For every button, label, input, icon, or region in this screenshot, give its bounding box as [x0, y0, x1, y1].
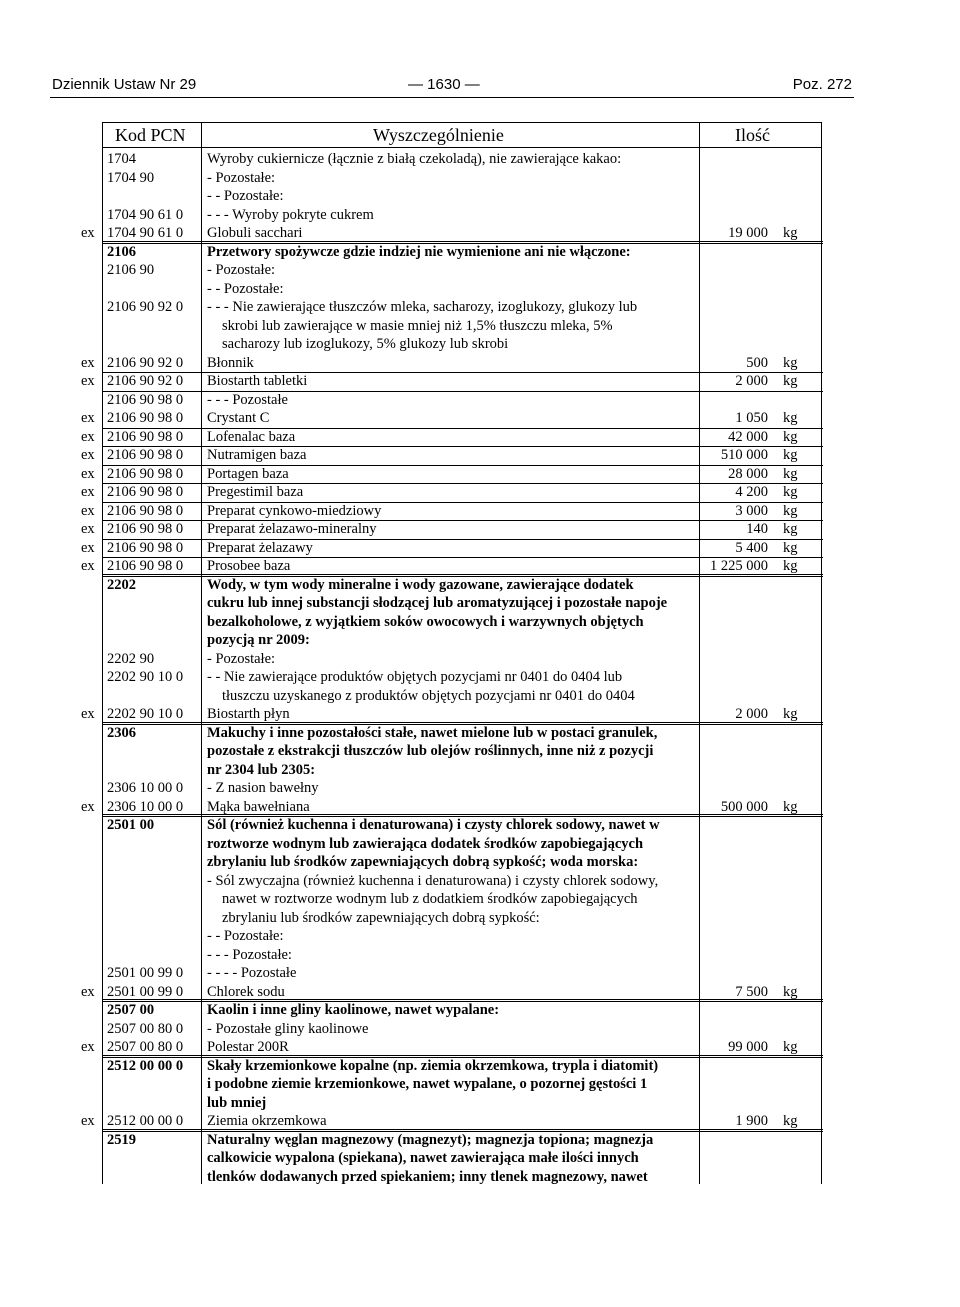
description-line: Przetwory spożywcze gdzie indziej nie wymienione ani nie włączone: — [207, 243, 631, 260]
description-line: Chlorek sodu — [207, 983, 285, 1000]
description — [207, 428, 695, 447]
header-quantity: Ilość — [735, 125, 770, 145]
description-line: - Pozostałe: — [207, 262, 276, 278]
description-line: Biostarth płyn — [207, 706, 290, 722]
description-line: sacharozy lub izoglukozy, 5% glukozy lub skrobi — [222, 336, 509, 352]
description-line: Polestar 200R — [207, 1039, 289, 1055]
table-row — [81, 372, 823, 391]
description-line: - - - Wyroby pokryte cukrem — [207, 206, 374, 223]
pcn-code: 2501 00 — [107, 817, 155, 833]
quantity: 140 — [746, 521, 768, 537]
pcn-code: 2106 90 98 0 — [107, 410, 184, 426]
description-line: - Pozostałe: — [207, 650, 276, 667]
description-line: Wody, w tym wody mineralne i wody gazowane, zawierające dodatek — [207, 576, 634, 593]
pcn-code: 2507 00 — [107, 1002, 155, 1018]
unit: kg — [783, 354, 798, 371]
pcn-code: 2507 00 80 0 — [107, 1039, 184, 1055]
quantity: 1 225 000 — [710, 558, 768, 574]
row-separator — [103, 1129, 823, 1130]
ex-marker: ex — [81, 1039, 95, 1055]
table-row — [103, 206, 823, 225]
description — [207, 1057, 695, 1113]
pcn-code: 2106 90 98 0 — [107, 465, 184, 482]
table-row — [81, 428, 823, 447]
unit: kg — [783, 706, 798, 722]
quantity: 3 000 — [735, 502, 768, 519]
description-line: Ziemia okrzemkowa — [207, 1113, 327, 1129]
row-separator — [103, 999, 823, 1000]
pcn-code: 2306 10 00 0 — [107, 798, 184, 815]
pcn-code: 2512 00 00 0 — [107, 1113, 184, 1129]
pcn-code: 2106 90 98 0 — [107, 558, 184, 574]
pcn-code: 2202 90 10 0 — [107, 669, 184, 685]
unit: kg — [783, 225, 798, 241]
pcn-code: 2106 90 92 0 — [107, 354, 184, 371]
row-separator — [103, 814, 823, 815]
pcn-code: 1704 90 — [107, 169, 155, 186]
row-separator — [103, 574, 823, 575]
description-line: Makuchy i inne pozostałości stałe, nawet mielone lub w postaci granulek, — [207, 724, 658, 741]
unit: kg — [783, 558, 798, 574]
description — [207, 261, 695, 280]
pcn-code: 2106 90 92 0 — [107, 373, 184, 389]
description-line: - - Pozostałe: — [207, 280, 284, 297]
unit: kg — [783, 373, 798, 389]
table-row — [103, 576, 823, 650]
pcn-code: 2106 90 98 0 — [107, 447, 184, 463]
ex-marker: ex — [81, 539, 95, 556]
quantity: 2 000 — [735, 373, 768, 389]
description-line: cukru lub innej substancji słodzącej lub aromatyzującej i pozostałe napoje — [207, 595, 668, 611]
description — [207, 946, 695, 965]
description-line: pozostałe z ekstrakcji tłuszczów lub olejów roślinnych, inne niż z pozycji — [207, 743, 654, 759]
table-row — [103, 280, 823, 299]
description — [207, 1001, 695, 1020]
unit: kg — [783, 502, 798, 519]
pcn-code: 2512 00 00 0 — [107, 1057, 184, 1074]
table-row — [81, 483, 823, 502]
description — [207, 668, 695, 705]
description-line: Skały krzemionkowe kopalne (np. ziemia okrzemkowa, trypla i diatomit) — [207, 1057, 659, 1074]
description — [207, 502, 695, 521]
description-line: skrobi lub zawierające w masie mniej niż 1,5% tłuszczu mleka, 5% — [222, 317, 613, 334]
description — [207, 465, 695, 484]
table-row — [103, 964, 823, 983]
pcn-code: 2106 90 98 0 — [107, 391, 184, 408]
table-row — [81, 502, 823, 521]
description — [207, 539, 695, 558]
description-line: - Pozostałe: — [207, 169, 276, 186]
description — [207, 1020, 695, 1039]
pcn-code: 2106 90 98 0 — [107, 484, 184, 500]
table-row — [103, 1001, 823, 1020]
pcn-code: 2306 10 00 0 — [107, 780, 184, 796]
quantity: 5 400 — [735, 539, 768, 556]
description — [207, 872, 695, 928]
pcn-code: 2507 00 80 0 — [107, 1020, 184, 1037]
description — [207, 206, 695, 225]
description — [207, 816, 695, 872]
pcn-code: 2202 90 10 0 — [107, 706, 184, 722]
quantity: 500 — [746, 354, 768, 371]
table-row — [81, 465, 823, 484]
row-separator — [103, 722, 823, 723]
description — [207, 187, 695, 206]
table-row — [103, 927, 823, 946]
pcn-code: 2106 90 — [107, 262, 155, 278]
ex-marker: ex — [81, 465, 95, 482]
quantity: 2 000 — [735, 706, 768, 722]
description-line: Preparat cynkowo-miedziowy — [207, 502, 382, 519]
description — [207, 964, 695, 983]
description-line: Sól (również kuchenna i denaturowana) i czysty chlorek sodowy, nawet w — [207, 817, 660, 833]
table-row — [103, 150, 823, 169]
table-row — [103, 872, 823, 928]
description-line: Pregestimil baza — [207, 484, 304, 500]
description-line: - - - Nie zawierające tłuszczów mleka, sacharozy, izoglukozy, glukozy lub — [207, 299, 638, 315]
description-line: zbrylaniu lub środków zapewniających dobrą sypkość; woda morska: — [207, 854, 639, 870]
description-line: nawet w roztworze wodnym lub z dodatkiem środków zapobiegających — [222, 891, 638, 907]
ex-marker: ex — [81, 373, 95, 389]
table-row — [103, 243, 823, 262]
description-line: nr 2304 lub 2305: — [207, 761, 316, 778]
quantity: 7 500 — [735, 983, 768, 1000]
table-row — [103, 1057, 823, 1113]
header-code: Kod PCN — [115, 125, 186, 145]
description-line: Wyroby cukiernicze (łącznie z białą czekoladą), nie zawierające kakao: — [207, 151, 622, 167]
quantity: 1 900 — [735, 1113, 768, 1129]
description — [207, 483, 695, 502]
description-line: Lofenalac baza — [207, 428, 296, 445]
description-line: Preparat żelazawo-mineralny — [207, 521, 377, 537]
page-number: — 1630 — — [408, 76, 480, 93]
table-row — [81, 409, 823, 428]
pcn-code: 2106 — [107, 243, 136, 260]
description — [207, 372, 695, 391]
description-line: Błonnik — [207, 354, 254, 371]
description — [207, 650, 695, 669]
description-line: - Pozostałe gliny kaolinowe — [207, 1020, 369, 1037]
description-line: pozycją nr 2009: — [207, 632, 310, 648]
header-rule — [50, 97, 854, 98]
quantity: 19 000 — [728, 225, 768, 241]
unit: kg — [783, 1113, 798, 1129]
description-line: Portagen baza — [207, 465, 289, 482]
pcn-code: 1704 90 61 0 — [107, 225, 184, 241]
quantity: 99 000 — [728, 1039, 768, 1055]
table-row — [81, 354, 823, 373]
description — [207, 520, 695, 539]
quantity: 4 200 — [735, 484, 768, 500]
unit: kg — [783, 539, 798, 556]
description-line: i podobne ziemie krzemionkowe, nawet wypalane, o pozornej gęstości 1 — [207, 1076, 648, 1092]
pcn-code: 1704 — [107, 151, 136, 167]
description — [207, 779, 695, 798]
pcn-code: 2501 00 99 0 — [107, 983, 184, 1000]
pcn-code: 2202 90 — [107, 650, 155, 667]
description — [207, 409, 695, 428]
table-row — [103, 779, 823, 798]
description-line: - - Pozostałe: — [207, 188, 284, 204]
table-row — [103, 298, 823, 354]
unit: kg — [783, 410, 798, 426]
row-separator — [103, 1055, 823, 1056]
pcn-code: 1704 90 61 0 — [107, 206, 184, 223]
ex-marker: ex — [81, 983, 95, 1000]
ex-marker: ex — [81, 410, 95, 426]
table-row — [103, 946, 823, 965]
table-row — [103, 261, 823, 280]
pcn-code: 2106 90 98 0 — [107, 539, 184, 556]
ex-marker: ex — [81, 521, 95, 537]
position-number: Poz. 272 — [792, 76, 852, 93]
quantity: 1 050 — [735, 410, 768, 426]
description-line: Kaolin i inne gliny kaolinowe, nawet wypalane: — [207, 1002, 500, 1018]
description-line: - - Pozostałe: — [207, 928, 284, 944]
description — [207, 391, 695, 410]
description-line: - Sól zwyczajna (również kuchenna i denaturowana) i czysty chlorek sodowy, — [207, 872, 659, 889]
unit: kg — [783, 465, 798, 482]
unit: kg — [783, 484, 798, 500]
description — [207, 280, 695, 299]
description-line: - - - - Pozostałe — [207, 965, 297, 981]
table-row — [103, 1131, 823, 1187]
unit: kg — [783, 798, 798, 815]
description — [207, 724, 695, 780]
table-row — [103, 169, 823, 188]
pcn-code: 2106 90 98 0 — [107, 521, 184, 537]
table-row — [103, 1020, 823, 1039]
table-row — [103, 668, 823, 705]
ex-marker: ex — [81, 798, 95, 815]
description — [207, 298, 695, 354]
ex-marker: ex — [81, 428, 95, 445]
unit: kg — [783, 521, 798, 537]
unit: kg — [783, 983, 798, 1000]
table-row — [103, 391, 823, 410]
description — [207, 169, 695, 188]
ex-marker: ex — [81, 558, 95, 574]
description-line: Nutramigen baza — [207, 447, 307, 463]
table-row — [81, 520, 823, 539]
description-line: zbrylaniu lub środków zapewniających dobrą sypkość: — [222, 909, 540, 926]
description-line: Naturalny węglan magnezowy (magnezyt); magnezja topiona; magnezja — [207, 1131, 654, 1148]
description-line: Mąka bawełniana — [207, 798, 310, 815]
description — [207, 150, 695, 169]
ex-marker: ex — [81, 502, 95, 519]
table-row — [81, 539, 823, 558]
description-line: Preparat żelazawy — [207, 539, 313, 556]
description — [207, 446, 695, 465]
ex-marker: ex — [81, 484, 95, 500]
pcn-code: 2306 — [107, 724, 136, 741]
table-row — [81, 446, 823, 465]
description-line: roztworze wodnym lub zawierająca dodatek środków zapobiegających — [207, 835, 644, 852]
description-line: tlenków dodawanych przed spiekaniem; inny tlenek magnezowy, nawet — [207, 1168, 648, 1185]
unit: kg — [783, 428, 798, 445]
description-line: lub mniej — [207, 1094, 267, 1111]
ex-marker: ex — [81, 1113, 95, 1129]
description-line: Biostarth tabletki — [207, 373, 308, 389]
description-line: calkowicie wypalona (spiekana), nawet zawierająca małe ilości innych — [207, 1150, 639, 1166]
quantity: 500 000 — [720, 798, 768, 815]
quantity: 510 000 — [720, 447, 768, 463]
header-description: Wyszczególnienie — [373, 125, 504, 145]
description — [207, 354, 695, 373]
ex-marker: ex — [81, 447, 95, 463]
pcn-code: 2202 — [107, 576, 136, 593]
pcn-code: 2106 90 92 0 — [107, 299, 184, 315]
quantity: 28 000 — [728, 465, 768, 482]
table-row — [103, 816, 823, 872]
pcn-code: 2519 — [107, 1131, 136, 1148]
ex-marker: ex — [81, 354, 95, 371]
description-line: - - Nie zawierające produktów objętych pozycjami nr 0401 do 0404 lub — [207, 669, 623, 685]
description — [207, 576, 695, 650]
table-row — [103, 650, 823, 669]
pcn-code: 2106 90 98 0 — [107, 502, 184, 519]
unit: kg — [783, 1039, 798, 1055]
description-line: Crystant C — [207, 410, 270, 426]
journal-title: Dziennik Ustaw Nr 29 — [52, 76, 197, 93]
quantity: 42 000 — [728, 428, 768, 445]
table-row — [103, 724, 823, 780]
description-line: Prosobee baza — [207, 558, 291, 574]
table-row — [103, 187, 823, 206]
description-line: - Z nasion bawełny — [207, 780, 319, 796]
description-line: tłuszczu uzyskanego z produktów objętych pozycjami nr 0401 do 0404 — [222, 687, 635, 704]
pcn-code: 2106 90 98 0 — [107, 428, 184, 445]
description — [207, 927, 695, 946]
description-line: bezalkoholowe, z wyjątkiem soków owocowych i warzywnych objętych — [207, 613, 644, 630]
description — [207, 243, 695, 262]
header-rule — [103, 147, 821, 148]
ex-marker: ex — [81, 706, 95, 722]
description-line: Globuli sacchari — [207, 225, 303, 241]
row-separator — [103, 241, 823, 242]
ex-marker: ex — [81, 225, 95, 241]
description-line: - - - Pozostałe: — [207, 946, 292, 963]
unit: kg — [783, 447, 798, 463]
pcn-code: 2501 00 99 0 — [107, 965, 184, 981]
tariff-table — [81, 122, 822, 1185]
description-line: - - - Pozostałe — [207, 391, 288, 408]
description — [207, 1131, 695, 1187]
